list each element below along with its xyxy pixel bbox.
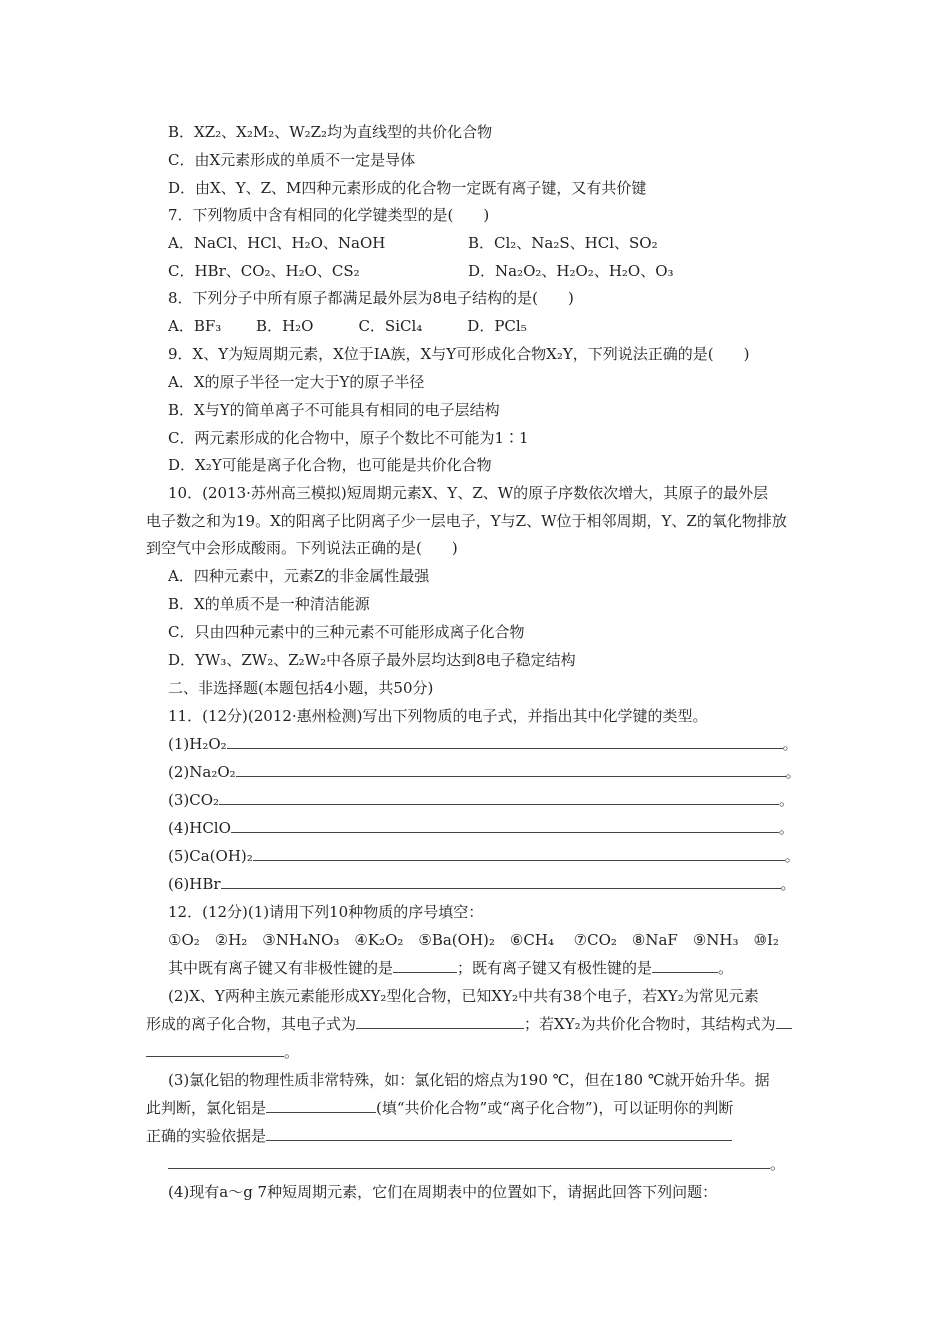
answer-blank[interactable] [219, 790, 779, 805]
q6-option-b: B．XZ₂、X₂M₂、W₂Z₂均为直线型的共价化合物 [168, 123, 493, 141]
q10-stem-line1: 10．(2013·苏州高三模拟)短周期元素X、Y、Z、W的原子序数依次增大，其原子的最外层 [168, 484, 769, 502]
q10-stem-line2: 电子数之和为19。X的阳离子比阴离子少一层电子，Y与Z、W位于相邻周期，Y、Z的氧化物排放 [146, 512, 787, 530]
q8-stem: 8．下列分子中所有原子都满足最外层为8电子结构的是( ) [168, 289, 574, 307]
period-mark: 。 [770, 1155, 786, 1173]
q9-option-c: C．两元素形成的化合物中，原子个数比不可能为1∶1 [168, 429, 529, 447]
q9-stem: 9．X、Y为短周期元素，X位于ⅠA族，X与Y可形成化合物X₂Y，下列说法正确的是( ) [168, 345, 750, 363]
answer-blank[interactable] [221, 874, 781, 889]
period-mark: 。 [778, 819, 794, 837]
q12-part3-text-c: 正确的实验依据是 [146, 1127, 267, 1145]
q8-options: A．BF₃ B．H₂O C．SiCl₄ D．PCl₅ [168, 317, 527, 335]
answer-blank[interactable] [393, 958, 457, 973]
q12-part4: (4)现有a～g 7种短周期元素，它们在周期表中的位置如下，请据此回答下列问题： [168, 1183, 718, 1201]
q11-item-2 [168, 762, 801, 782]
q11-item-3 [168, 790, 794, 810]
q6-option-d: D．由X、Y、Z、M四种元素形成的化合物一定既有离子键，又有共价键 [168, 179, 647, 197]
answer-blank[interactable] [146, 1042, 284, 1057]
answer-blank[interactable] [356, 1014, 524, 1029]
q12-part3-line3 [146, 1126, 732, 1146]
answer-blank[interactable] [253, 846, 785, 861]
q11-stem: 11．(12分)(2012·惠州检测)写出下列物质的电子式，并指出其中化学键的类型。 [168, 707, 708, 725]
q12-part3-line2 [146, 1098, 733, 1118]
q12-part3-text-a: 此判断，氯化铝是 [146, 1099, 267, 1117]
q7-stem: 7．下列物质中含有相同的化学键类型的是( ) [168, 206, 490, 224]
answer-blank[interactable] [168, 1154, 770, 1169]
q12-fill-text-a: 其中既有离子键又有非极性键的是 [168, 959, 394, 977]
period-mark: 。 [284, 1043, 300, 1061]
q11-item-5 [168, 846, 800, 866]
q11-item-label: (2)Na₂O₂ [168, 763, 236, 781]
q11-item-label: (4)HClO [168, 819, 231, 837]
period-mark: 。 [779, 791, 795, 809]
answer-blank[interactable] [266, 1098, 376, 1113]
q12-part3-text-b: (填“共价化合物”或“离子化合物”)，可以证明你的判断 [376, 1099, 734, 1117]
q7-option-b: B．Cl₂、Na₂S、HCl、SO₂ [468, 234, 658, 252]
answer-blank[interactable] [236, 762, 786, 777]
period-mark: 。 [780, 875, 796, 893]
q11-item-6 [168, 874, 796, 894]
q6-option-c: C．由X元素形成的单质不一定是导体 [168, 151, 416, 169]
period-mark: 。 [718, 959, 734, 977]
q12-part3-line1: (3)氯化铝的物理性质非常特殊，如：氯化铝的熔点为190 ℃，但在180 ℃就开始升华。据 [168, 1071, 770, 1089]
q12-part3-line4 [168, 1154, 785, 1174]
answer-blank[interactable] [776, 1014, 792, 1029]
period-mark: 。 [784, 847, 800, 865]
q11-item-label: (5)Ca(OH)₂ [168, 847, 253, 865]
q9-option-b: B．X与Y的简单离子不可能具有相同的电子层结构 [168, 401, 500, 419]
q12-stem: 12．(12分)(1)请用下列10种物质的序号填空： [168, 903, 484, 921]
q12-fill-text-b: ；既有离子键又有极性键的是 [457, 959, 653, 977]
section-heading: 二、非选择题(本题包括4小题，共50分) [168, 679, 434, 697]
answer-blank[interactable] [266, 1126, 732, 1141]
period-mark: 。 [782, 735, 798, 753]
q10-option-c: C．只由四种元素中的三种元素不可能形成离子化合物 [168, 623, 525, 641]
q12-part2-line1: (2)X、Y两种主族元素能形成XY₂型化合物，已知XY₂中共有38个电子，若XY₂为常见元素 [168, 987, 759, 1005]
q10-stem-line3: 到空气中会形成酸雨。下列说法正确的是( ) [146, 539, 458, 557]
q11-item-1 [168, 734, 798, 754]
q12-substances: ①O₂ ②H₂ ③NH₄NO₃ ④K₂O₂ ⑤Ba(OH)₂ ⑥CH₄ ⑦CO₂ ⑧NaF ⑨NH₃ ⑩I₂ [168, 931, 779, 949]
q11-item-label: (1)H₂O₂ [168, 735, 227, 753]
q11-item-label: (6)HBr [168, 875, 221, 893]
q11-item-label: (3)CO₂ [168, 791, 220, 809]
q12-part2-text-a: 形成的离子化合物，其电子式为 [146, 1015, 357, 1033]
q12-part1-fill [168, 958, 733, 978]
answer-blank[interactable] [231, 818, 779, 833]
q10-option-b: B．X的单质不是一种清洁能源 [168, 595, 370, 613]
q7-option-c: C．HBr、CO₂、H₂O、CS₂ [168, 262, 360, 280]
q12-part2-line2 [146, 1014, 792, 1034]
q7-option-a: A．NaCl、HCl、H₂O、NaOH [168, 234, 386, 252]
q10-option-d: D．YW₃、ZW₂、Z₂W₂中各原子最外层均达到8电子稳定结构 [168, 651, 576, 669]
q10-option-a: A．四种元素中，元素Z的非金属性最强 [168, 567, 430, 585]
q7-option-d: D．Na₂O₂、H₂O₂、H₂O、O₃ [468, 262, 674, 280]
q9-option-a: A．X的原子半径一定大于Y的原子半径 [168, 373, 425, 391]
answer-blank[interactable] [227, 734, 783, 749]
q11-item-4 [168, 818, 794, 838]
q12-part2-text-b: ；若XY₂为共价化合物时，其结构式为 [524, 1015, 776, 1033]
period-mark: 。 [785, 763, 801, 781]
q12-part2-line3 [146, 1042, 299, 1062]
q9-option-d: D．X₂Y可能是离子化合物，也可能是共价化合物 [168, 456, 492, 474]
answer-blank[interactable] [652, 958, 718, 973]
